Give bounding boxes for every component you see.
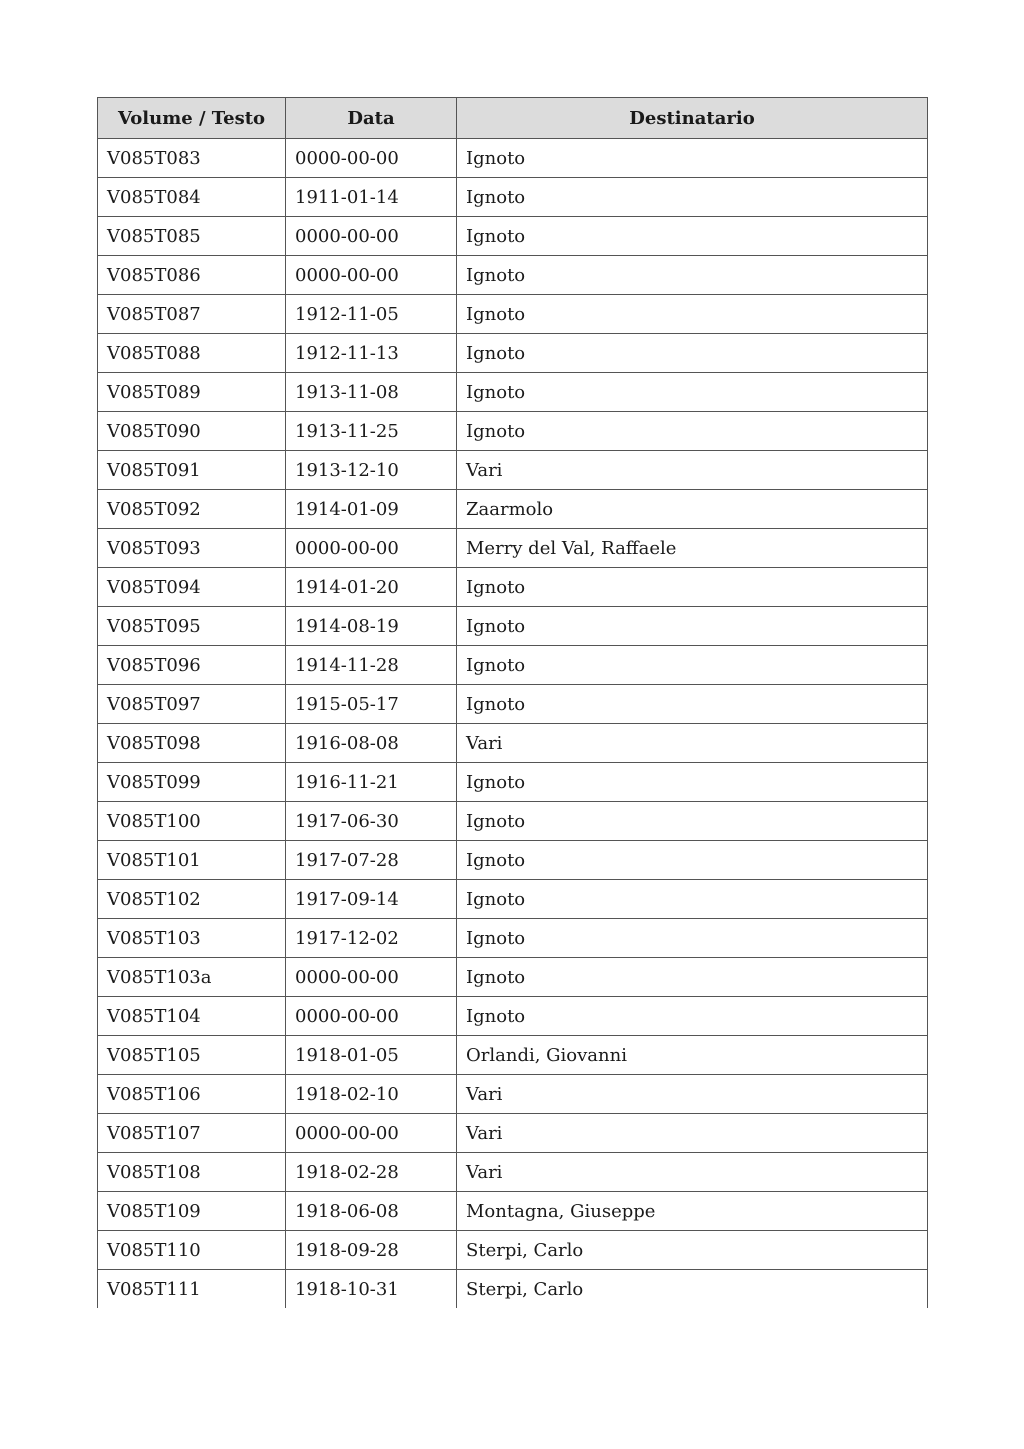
table-row	[98, 1270, 928, 1309]
cell-volume-testo: V085T096	[98, 646, 286, 685]
cell-data: 0000-00-00	[286, 139, 457, 178]
cell-data: 1914-08-19	[286, 607, 457, 646]
table-row	[98, 529, 928, 568]
cell-volume-testo: V085T091	[98, 451, 286, 490]
cell-data: 1917-06-30	[286, 802, 457, 841]
cell-volume-testo: V085T100	[98, 802, 286, 841]
cell-destinatario: Ignoto	[457, 295, 928, 334]
cell-data: 1916-11-21	[286, 763, 457, 802]
table-row	[98, 997, 928, 1036]
cell-data: 1918-06-08	[286, 1192, 457, 1231]
cell-destinatario: Ignoto	[457, 880, 928, 919]
cell-data: 0000-00-00	[286, 529, 457, 568]
table-row	[98, 841, 928, 880]
cell-destinatario: Ignoto	[457, 802, 928, 841]
cell-data: 1912-11-13	[286, 334, 457, 373]
cell-destinatario: Ignoto	[457, 178, 928, 217]
table-row	[98, 568, 928, 607]
table-row	[98, 646, 928, 685]
cell-data: 1913-11-25	[286, 412, 457, 451]
header-data: Data	[286, 98, 457, 139]
cell-data: 1912-11-05	[286, 295, 457, 334]
table-row	[98, 802, 928, 841]
cell-data: 0000-00-00	[286, 256, 457, 295]
cell-volume-testo: V085T095	[98, 607, 286, 646]
table-row	[98, 724, 928, 763]
cell-data: 1915-05-17	[286, 685, 457, 724]
document-page	[97, 97, 927, 1308]
cell-volume-testo: V085T105	[98, 1036, 286, 1075]
header-volume-testo: Volume / Testo	[98, 98, 286, 139]
cell-destinatario: Montagna, Giuseppe	[457, 1192, 928, 1231]
cell-destinatario: Vari	[457, 1153, 928, 1192]
table-row	[98, 373, 928, 412]
cell-destinatario: Ignoto	[457, 841, 928, 880]
cell-destinatario: Vari	[457, 724, 928, 763]
cell-destinatario: Ignoto	[457, 607, 928, 646]
cell-volume-testo: V085T109	[98, 1192, 286, 1231]
cell-destinatario: Ignoto	[457, 412, 928, 451]
cell-volume-testo: V085T088	[98, 334, 286, 373]
cell-destinatario: Vari	[457, 451, 928, 490]
cell-volume-testo: V085T083	[98, 139, 286, 178]
table-header	[98, 98, 928, 139]
cell-data: 1918-10-31	[286, 1270, 457, 1309]
cell-volume-testo: V085T106	[98, 1075, 286, 1114]
table-row	[98, 1075, 928, 1114]
cell-destinatario: Ignoto	[457, 217, 928, 256]
table-body	[98, 139, 928, 1309]
table-row	[98, 412, 928, 451]
table-row	[98, 295, 928, 334]
cell-volume-testo: V085T084	[98, 178, 286, 217]
cell-destinatario: Ignoto	[457, 646, 928, 685]
cell-data: 1918-02-10	[286, 1075, 457, 1114]
cell-destinatario: Vari	[457, 1075, 928, 1114]
table-row	[98, 1036, 928, 1075]
letters-table	[97, 97, 928, 1308]
cell-destinatario: Sterpi, Carlo	[457, 1270, 928, 1309]
cell-destinatario: Ignoto	[457, 373, 928, 412]
cell-destinatario: Ignoto	[457, 958, 928, 997]
cell-destinatario: Ignoto	[457, 685, 928, 724]
cell-data: 1918-01-05	[286, 1036, 457, 1075]
cell-volume-testo: V085T107	[98, 1114, 286, 1153]
cell-data: 1917-12-02	[286, 919, 457, 958]
table-row	[98, 451, 928, 490]
cell-volume-testo: V085T111	[98, 1270, 286, 1309]
cell-data: 1913-12-10	[286, 451, 457, 490]
cell-data: 1911-01-14	[286, 178, 457, 217]
cell-volume-testo: V085T097	[98, 685, 286, 724]
cell-volume-testo: V085T093	[98, 529, 286, 568]
cell-destinatario: Merry del Val, Raffaele	[457, 529, 928, 568]
table-row	[98, 1231, 928, 1270]
table-row	[98, 334, 928, 373]
cell-volume-testo: V085T098	[98, 724, 286, 763]
cell-volume-testo: V085T085	[98, 217, 286, 256]
cell-volume-testo: V085T086	[98, 256, 286, 295]
cell-data: 0000-00-00	[286, 997, 457, 1036]
cell-destinatario: Ignoto	[457, 256, 928, 295]
cell-volume-testo: V085T108	[98, 1153, 286, 1192]
cell-volume-testo: V085T089	[98, 373, 286, 412]
cell-volume-testo: V085T110	[98, 1231, 286, 1270]
cell-volume-testo: V085T101	[98, 841, 286, 880]
cell-data: 1917-09-14	[286, 880, 457, 919]
cell-destinatario: Ignoto	[457, 139, 928, 178]
table-row	[98, 217, 928, 256]
table-row	[98, 490, 928, 529]
table-row	[98, 880, 928, 919]
table-row	[98, 1114, 928, 1153]
cell-data: 1914-01-20	[286, 568, 457, 607]
cell-data: 1918-09-28	[286, 1231, 457, 1270]
cell-data: 0000-00-00	[286, 958, 457, 997]
cell-destinatario: Ignoto	[457, 568, 928, 607]
cell-volume-testo: V085T087	[98, 295, 286, 334]
cell-volume-testo: V085T104	[98, 997, 286, 1036]
cell-data: 1916-08-08	[286, 724, 457, 763]
table-row	[98, 763, 928, 802]
table-row	[98, 178, 928, 217]
cell-volume-testo: V085T099	[98, 763, 286, 802]
table-row	[98, 919, 928, 958]
table-row	[98, 139, 928, 178]
cell-volume-testo: V085T103	[98, 919, 286, 958]
cell-volume-testo: V085T094	[98, 568, 286, 607]
cell-data: 1917-07-28	[286, 841, 457, 880]
cell-data: 1913-11-08	[286, 373, 457, 412]
cell-destinatario: Sterpi, Carlo	[457, 1231, 928, 1270]
cell-data: 0000-00-00	[286, 1114, 457, 1153]
cell-data: 1914-01-09	[286, 490, 457, 529]
header-row	[98, 98, 928, 139]
cell-volume-testo: V085T090	[98, 412, 286, 451]
cell-destinatario: Ignoto	[457, 763, 928, 802]
table-row	[98, 256, 928, 295]
cell-destinatario: Vari	[457, 1114, 928, 1153]
cell-destinatario: Ignoto	[457, 334, 928, 373]
cell-destinatario: Orlandi, Giovanni	[457, 1036, 928, 1075]
cell-volume-testo: V085T103a	[98, 958, 286, 997]
cell-data: 1918-02-28	[286, 1153, 457, 1192]
table-row	[98, 1153, 928, 1192]
table-row	[98, 958, 928, 997]
cell-data: 1914-11-28	[286, 646, 457, 685]
header-destinatario: Destinatario	[457, 98, 928, 139]
cell-destinatario: Zaarmolo	[457, 490, 928, 529]
cell-destinatario: Ignoto	[457, 997, 928, 1036]
cell-volume-testo: V085T102	[98, 880, 286, 919]
table-row	[98, 1192, 928, 1231]
table-row	[98, 685, 928, 724]
cell-volume-testo: V085T092	[98, 490, 286, 529]
table-row	[98, 607, 928, 646]
cell-destinatario: Ignoto	[457, 919, 928, 958]
cell-data: 0000-00-00	[286, 217, 457, 256]
